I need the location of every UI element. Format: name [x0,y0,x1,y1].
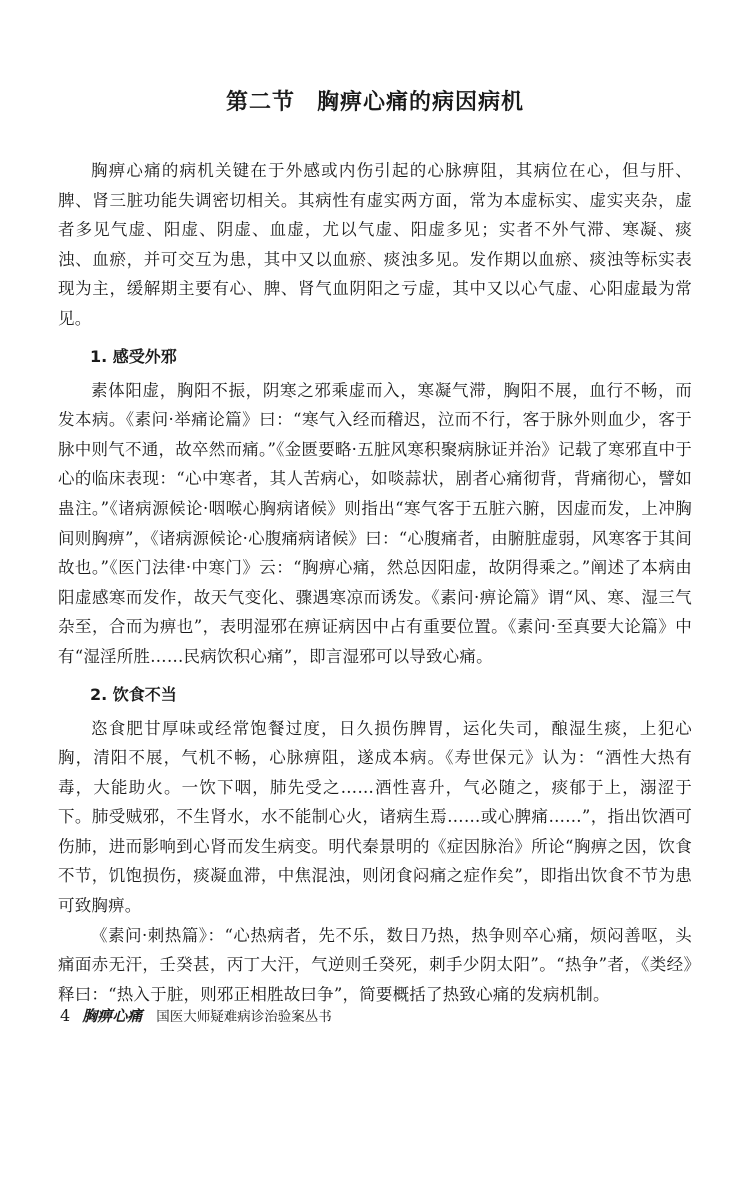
section-heading: 胸痹心痛的病因病机 [317,90,525,115]
footer-series-name: 国医大师疑难病诊治验案丛书 [156,1009,332,1025]
subsection-heading: 2. 饮食不当 [90,684,177,704]
subsection-heading: 1. 感受外邪 [90,346,177,366]
body-paragraph: 《素问·刺热篇》：“心热病者，先不乐，数日乃热，热争则卒心痛，烦闷善呕，头痛面赤无汗，壬癸甚，丙丁大汗，气逆则壬癸死，刺手少阴太阳”。“热争”者，《类经》释曰：“热入于脏，则邪正相胜故曰争”，简要概括了热致心痛的发病机制。 [58,925,692,1004]
page-body [58,86,692,1009]
section-title [58,86,692,120]
footer-book-title: 胸痹心痛 [82,1007,143,1025]
body-paragraph: 恣食肥甘厚味或经常饱餐过度，日久损伤脾胃，运化失司，酿湿生痰，上犯心胸，清阳不展，气机不畅，心脉痹阻，遂成本病。《寿世保元》认为：“酒性大热有毒，大能助火。一饮下咽，肺先受之……酒性喜升，气必随之，痰郁于上，溺涩于下。肺受贼邪，不生肾水，水不能制心火，诸病生焉……或心脾痛……”，指出饮酒可伤肺，进而影响到心肾而发生病变。明代秦景明的《症因脉治》所论“胸痹之因，饮食不节，饥饱损伤，痰凝血滞，中焦混浊，则闭食闷痛之症作矣”，即指出饮食不节为患可致胸痹。 [58,718,692,916]
page-number: 4 [60,1006,71,1025]
page-footer [60,1006,332,1027]
section-number: 第二节 [225,90,295,115]
body-paragraph: 素体阳虚，胸阳不振，阴寒之邪乘虚而入，寒凝气滞，胸阳不展，血行不畅，而发本病。《素问·举痛论篇》曰：“寒气入经而稽迟，泣而不行，客于脉外则血少，客于脉中则气不通，故卒然而痛。”《金匮要略·五脏风寒积聚病脉证并治》记载了寒邪直中于心的临床表现：“心中寒者，其人苦病心，如啖蒜状，剧者心痛彻背，背痛彻心，譬如蛊注。”《诸病源候论·咽喉心胸病诸候》则指出“寒气客于五脏六腑，因虚而发，上冲胸间则胸痹”，《诸病源候论·心腹痛病诸候》曰：“心腹痛者，由腑脏虚弱，风寒客于其间故也。”《医门法律·中寒门》云：“胸痹心痛，然总因阳虚，故阴得乘之。”阐述了本病由阳虚感寒而发作，故天气变化、骤遇寒凉而诱发。《素问·痹论篇》谓“风、寒、湿三气杂至，合而为痹也”，表明湿邪在痹证病因中占有重要位置。《素问·至真要大论篇》中有“湿淫所胜……民病饮积心痛”，即言湿邪可以导致心痛。 [58,380,692,666]
intro-paragraph: 胸痹心痛的病机关键在于外感或内伤引起的心脉痹阻，其病位在心，但与肝、脾、肾三脏功能失调密切相关。其病性有虚实两方面，常为本虚标实、虚实夹杂，虚者多见气虚、阳虚、阴虚、血虚，尤以气虚、阳虚多见；实者不外气滞、寒凝、痰浊、血瘀，并可交互为患，其中又以血瘀、痰浊多见。发作期以血瘀、痰浊等标实表现为主，缓解期主要有心、脾、肾气血阴阳之亏虚，其中又以心气虚、心阳虚最为常见。 [58,161,692,328]
